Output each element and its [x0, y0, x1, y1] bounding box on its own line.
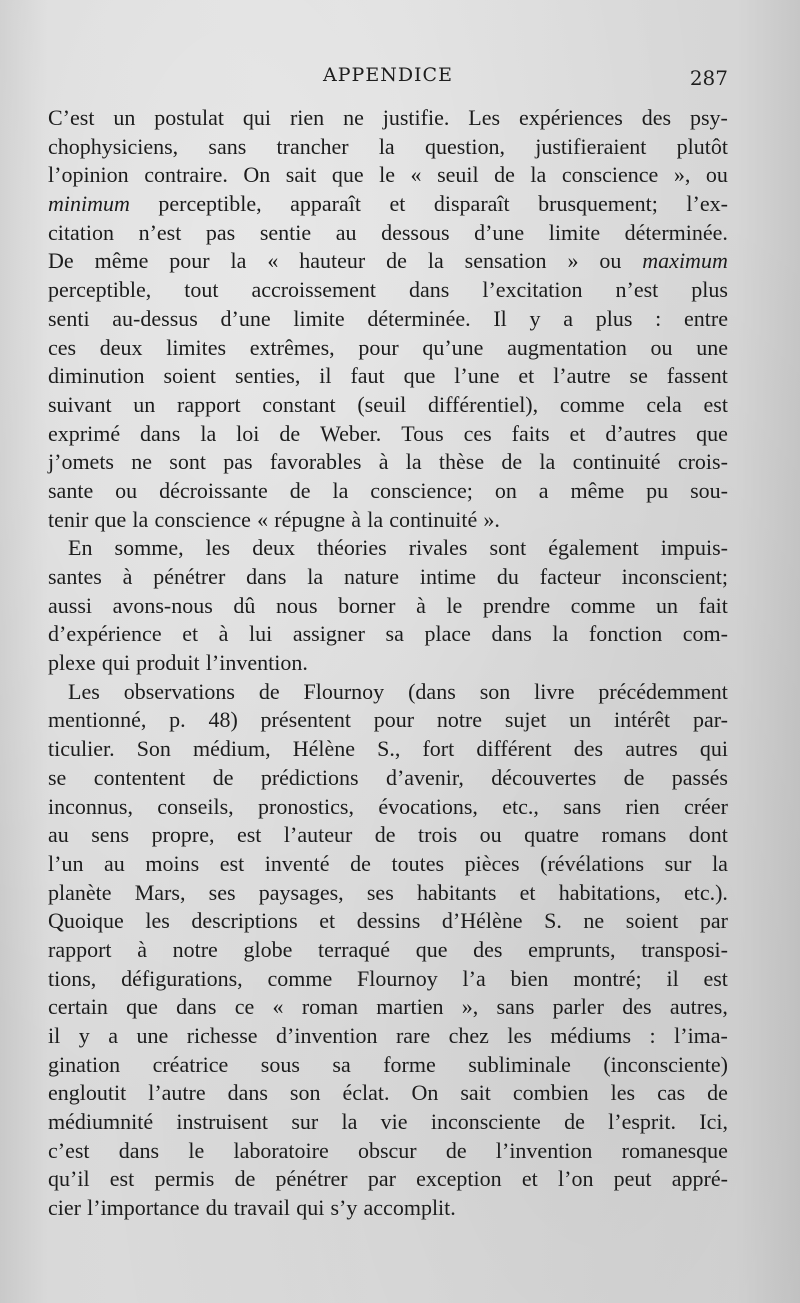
text-line: ces deux limites extrêmes, pour qu’une augmentation ou une — [48, 334, 728, 360]
text-line: tenir que la conscience « répugne à la continuité ». — [48, 506, 500, 532]
text-line: plexe qui produit l’invention. — [48, 650, 308, 676]
paragraph — [48, 534, 728, 677]
text-line: planète Mars, ses paysages, ses habitants et habitations, etc.). — [48, 879, 728, 905]
text-line: C’est un postulat qui rien ne justifie. Les expériences des psy- — [48, 105, 728, 130]
body-text — [48, 104, 728, 1223]
text-line: inconnus, conseils, pronostics, évocations, etc., sans rien créer — [48, 793, 728, 819]
text-line: perceptible, tout accroissement dans l’excitation n’est plus — [48, 277, 728, 303]
text-line: j’omets ne sont pas favorables à la thèse de la continuité crois- — [48, 449, 728, 475]
text-line: d’expérience et à lui assigner sa place dans la fonction com- — [48, 621, 728, 647]
text-line: sante ou décroissante de la conscience; on a même pu sou- — [48, 477, 728, 503]
text-line: gination créatrice sous sa forme subliminale (inconsciente) — [48, 1051, 728, 1077]
running-head — [48, 64, 728, 92]
text-line: aussi avons-nous dû nous borner à le prendre comme un fait — [48, 592, 728, 618]
text-line: cier l’importance du travail qui s’y accomplit. — [48, 1195, 456, 1221]
text-line: certain que dans ce « roman martien », sans parler des autres, — [48, 994, 728, 1020]
text-line: exprimé dans la loi de Weber. Tous ces faits et d’autres que — [48, 420, 728, 446]
paragraph — [48, 104, 728, 534]
text-line: De même pour la « hauteur de la sensation » ou maximum — [48, 248, 728, 274]
text-line: santes à pénétrer dans la nature intime du facteur inconscient; — [48, 564, 728, 589]
text-line: c’est dans le laboratoire obscur de l’invention romanesque — [48, 1137, 728, 1163]
text-line: mentionné, p. 48) présentent pour notre sujet un intérêt par- — [48, 707, 728, 733]
text-line: senti au-dessus d’une limite déterminée. Il y a plus : entre — [48, 305, 728, 331]
paragraph — [48, 678, 728, 1223]
text-line: rapport à notre globe terraqué que des emprunts, transposi- — [48, 936, 728, 962]
text-line: Les observations de Flournoy (dans son livre précédemment — [68, 678, 728, 704]
text-line: En somme, les deux théories rivales sont également impuis- — [68, 535, 728, 561]
page-number: 287 — [689, 66, 728, 90]
text-line: engloutit l’autre dans son éclat. On sait combien les cas de — [48, 1080, 728, 1106]
text-line: citation n’est pas sentie au dessous d’une limite déterminée. — [48, 219, 728, 245]
text-line: se contentent de prédictions d’avenir, découvertes de passés — [48, 764, 728, 790]
text-line: minimum perceptible, apparaît et disparaît brusquement; l’ex- — [48, 191, 728, 217]
text-line: chophysiciens, sans trancher la question, justifieraient plutôt — [48, 133, 728, 159]
text-line: au sens propre, est l’auteur de trois ou quatre romans dont — [48, 822, 728, 848]
text-line: suivant un rapport constant (seuil différentiel), comme cela est — [48, 391, 728, 417]
text-line: tions, défigurations, comme Flournoy l’a bien montré; il est — [48, 965, 728, 991]
text-line: ticulier. Son médium, Hélène S., fort différent des autres qui — [48, 736, 728, 762]
text-line: médiumnité instruisent sur la vie inconsciente de l’esprit. Ici, — [48, 1109, 728, 1135]
text-line: diminution soient senties, il faut que l’une et l’autre se fassent — [48, 363, 728, 389]
text-line: il y a une richesse d’invention rare chez les médiums : l’ima- — [48, 1023, 728, 1048]
text-line: qu’il est permis de pénétrer par exception et l’on peut appré- — [48, 1166, 728, 1192]
text-line: l’opinion contraire. On sait que le « seuil de la conscience », ou — [48, 162, 728, 188]
text-line: Quoique les descriptions et dessins d’Hélène S. ne soient par — [48, 908, 728, 934]
text-line: l’un au moins est inventé de toutes pièces (révélations sur la — [48, 850, 728, 876]
running-title: APPENDICE — [323, 64, 453, 86]
